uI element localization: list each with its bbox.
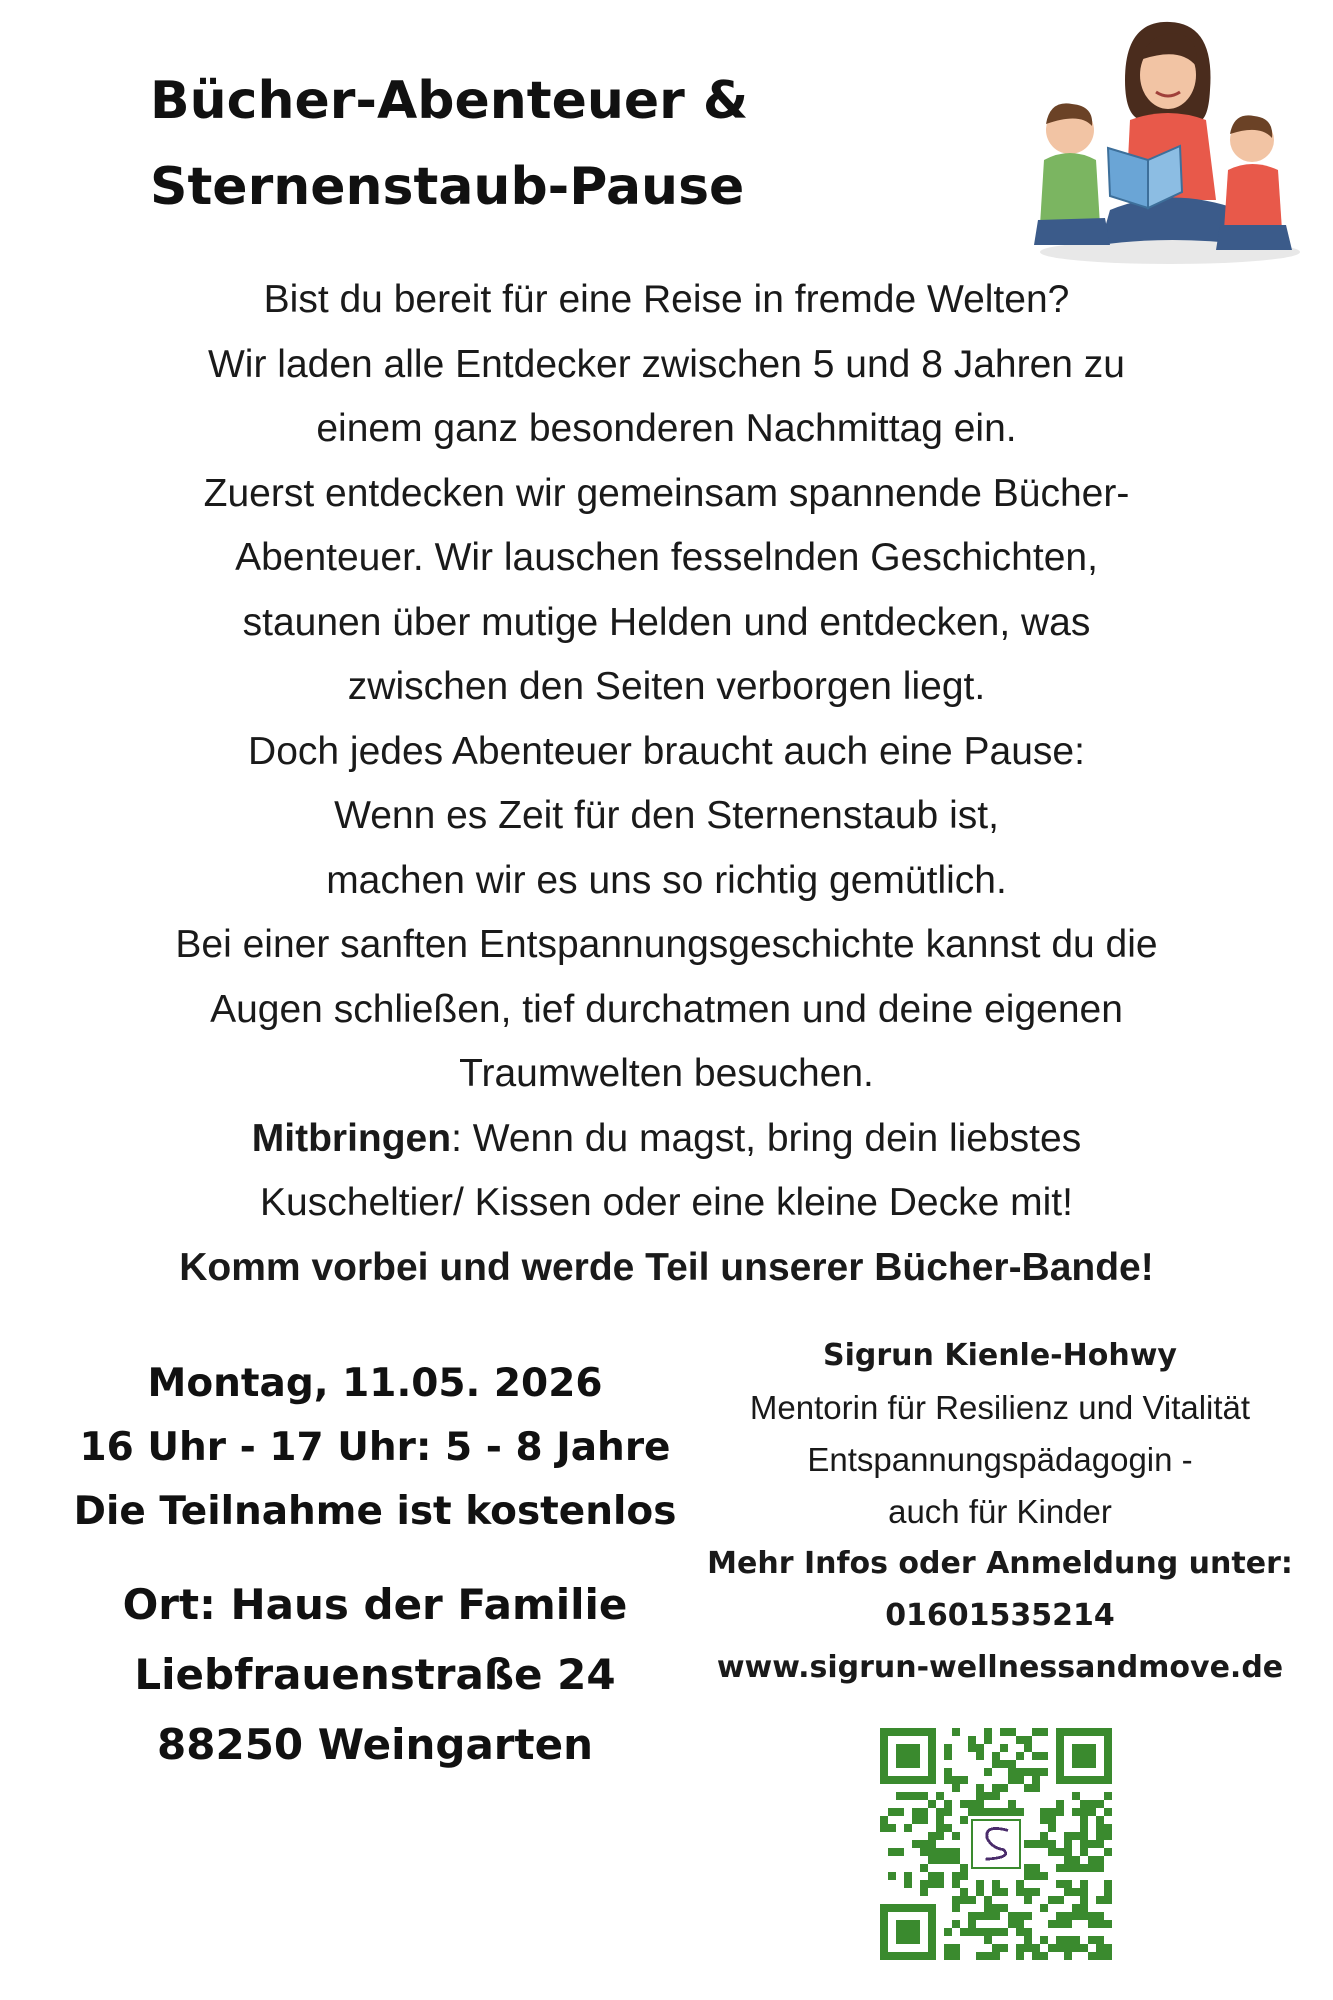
body-line: Wenn es Zeit für den Sternenstaub ist, xyxy=(334,794,999,837)
closing-text: Komm vorbei und werde Teil unserer Bücher-Bande! xyxy=(179,1245,1154,1289)
contact-phone[interactable]: 01601535214 xyxy=(885,1598,1115,1633)
contact-name: Sigrun Kienle-Hohwy xyxy=(823,1338,1177,1373)
bring-label: Mitbringen xyxy=(251,1116,452,1160)
event-city: 88250 Weingarten xyxy=(157,1720,593,1769)
event-details xyxy=(60,1352,690,1780)
title-line-1: Bücher-Abenteuer & xyxy=(150,71,749,131)
body-line: Traumwelten besuchen. xyxy=(459,1052,874,1095)
body-line: zwischen den Seiten verborgen liegt. xyxy=(347,665,986,708)
event-date: Montag, 11.05. 2026 xyxy=(147,1361,603,1406)
qr-code-icon[interactable] xyxy=(880,1728,1112,1960)
event-time: 16 Uhr - 17 Uhr: 5 - 8 Jahre xyxy=(79,1425,671,1470)
body-line: Doch jedes Abenteuer braucht auch eine Pause: xyxy=(248,729,1085,773)
body-line: Bist du bereit für eine Reise in fremde Welten? xyxy=(263,278,1070,321)
body-line: machen wir es uns so richtig gemütlich. xyxy=(326,858,1007,902)
invitation-text xyxy=(80,268,1253,1300)
contact-role-2: Entspannungspädagogin - xyxy=(807,1441,1193,1478)
bring-text: : Wenn du magst, bring dein liebstes xyxy=(451,1116,1082,1160)
body-line: einem ganz besonderen Nachmittag ein. xyxy=(316,407,1017,450)
contact-role-3: auch für Kinder xyxy=(888,1493,1112,1530)
contact-website[interactable]: www.sigrun-wellnessandmove.de xyxy=(716,1650,1284,1685)
title-line-2: Sternenstaub-Pause xyxy=(150,157,745,217)
body-line: staunen über mutige Helden und entdecken, was xyxy=(242,600,1091,644)
body-line: Abenteuer. Wir lauschen fesselnden Geschichten, xyxy=(235,536,1098,579)
bring-line-2: Kuscheltier/ Kissen oder eine kleine Decke mit! xyxy=(260,1181,1073,1224)
contact-role-1: Mentorin für Resilienz und Vitalität xyxy=(749,1389,1251,1426)
event-street: Liebfrauenstraße 24 xyxy=(134,1650,616,1699)
body-line: Zuerst entdecken wir gemeinsam spannende Bücher- xyxy=(203,471,1130,515)
contact-block xyxy=(690,1330,1310,1694)
flyer-title xyxy=(150,58,790,230)
closing-line xyxy=(80,1236,1253,1301)
event-fee: Die Teilnahme ist kostenlos xyxy=(73,1489,677,1534)
body-line: Wir laden alle Entdecker zwischen 5 und 8 Jahren zu xyxy=(208,342,1125,386)
bring-line xyxy=(80,1107,1253,1172)
mother-reading-to-children-illustration xyxy=(1030,20,1300,270)
body-line: Bei einer sanften Entspannungsgeschichte kannst du die xyxy=(175,923,1158,966)
body-line: Augen schließen, tief durchatmen und deine eigenen xyxy=(210,987,1123,1031)
contact-cta: Mehr Infos oder Anmeldung unter: xyxy=(707,1546,1293,1581)
event-place: Ort: Haus der Familie xyxy=(122,1580,628,1629)
